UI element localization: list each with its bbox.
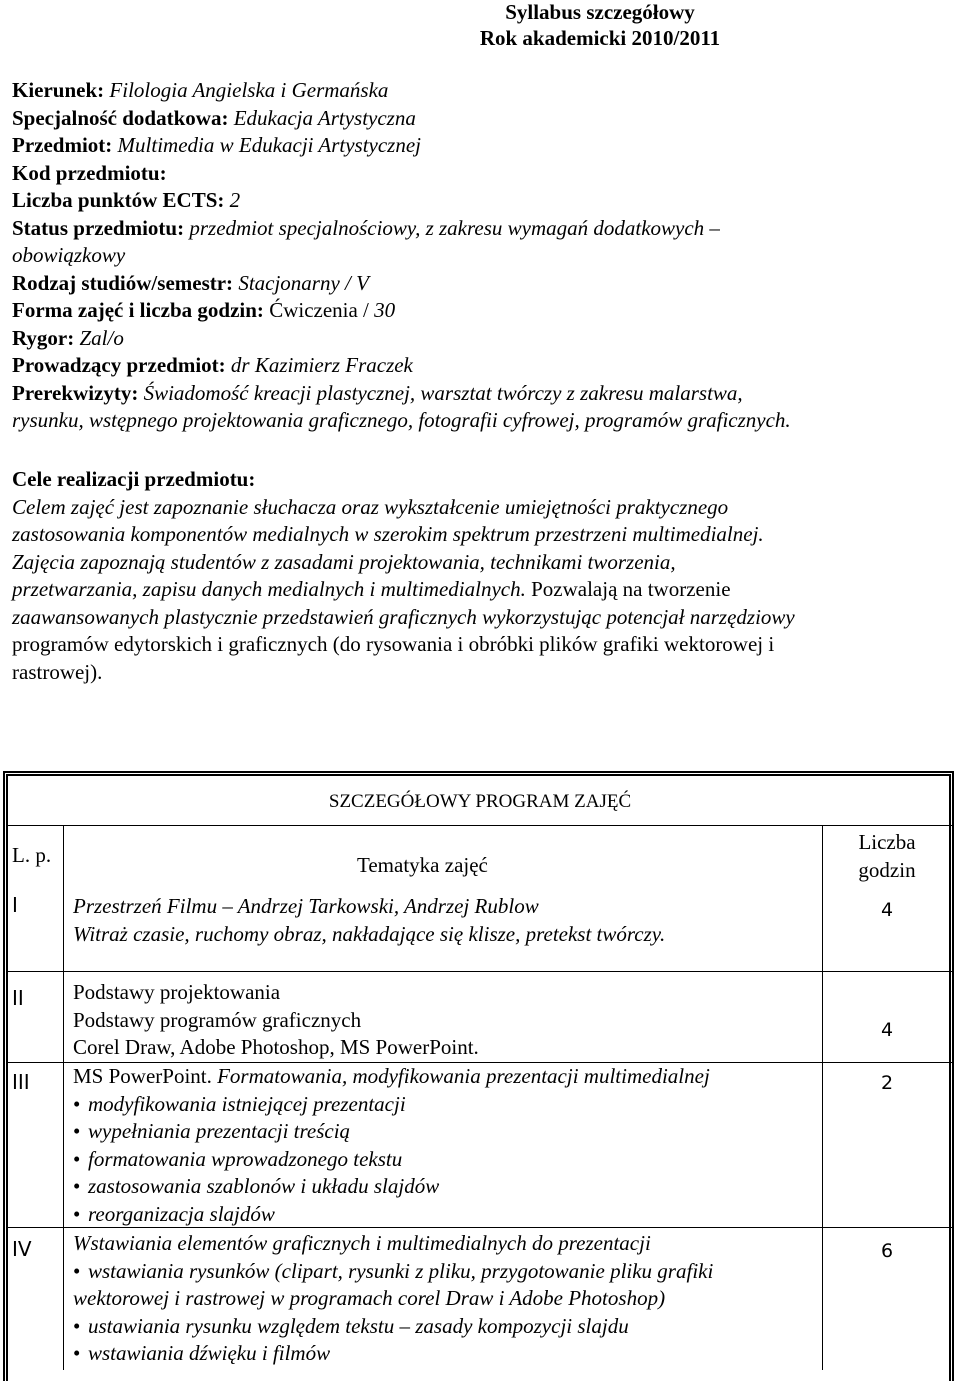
goals-line: Celem zajęć jest zapoznanie słuchacza oraz wykształcenie umiejętności praktycznego bbox=[12, 494, 729, 519]
topic-line bbox=[73, 1063, 710, 1091]
row-number: III bbox=[12, 1070, 30, 1094]
row-hours: 4 bbox=[880, 1019, 894, 1041]
row-hours: 6 bbox=[880, 1240, 894, 1262]
meta-prerek bbox=[12, 380, 942, 408]
rygor-value: Zal/o bbox=[79, 325, 124, 350]
row-topic bbox=[73, 1063, 710, 1228]
topic-line: Corel Draw, Adobe Photoshop, MS PowerPoint. bbox=[73, 1035, 479, 1059]
course-meta bbox=[12, 77, 942, 435]
goals-text: Pozwalają na tworzenie bbox=[531, 577, 731, 601]
table-row-divider bbox=[8, 971, 952, 972]
prowadzacy-label: Prowadzący przedmiot: bbox=[12, 353, 226, 377]
meta-rodzaj bbox=[12, 270, 942, 298]
goals-text: przetwarzania, zapisu danych medialnych i multimedialnych. bbox=[12, 577, 526, 601]
status-label: Status przedmiotu: bbox=[12, 215, 185, 240]
forma-label: Forma zajęć i liczba godzin: bbox=[12, 298, 264, 322]
document-title: Syllabus szczegółowy bbox=[505, 0, 695, 24]
forma-value: Ćwiczenia / bbox=[269, 298, 369, 322]
przedmiot-value: Multimedia w Edukacji Artystycznej bbox=[117, 133, 422, 157]
specjalnosc-label: Specjalność dodatkowa: bbox=[12, 105, 229, 130]
course-goals bbox=[12, 466, 952, 686]
meta-ects bbox=[12, 187, 942, 215]
prerek-value: Świadomość kreacji plastycznej, warsztat twórczy z zakresu malarstwa, bbox=[143, 380, 743, 405]
topic-line: Witraż czasie, ruchomy obraz, nakładające się klisze, pretekst twórczy. bbox=[73, 921, 666, 946]
col-header-lp: L. p. bbox=[12, 843, 52, 867]
col-header-hours bbox=[822, 828, 952, 884]
row-topic bbox=[73, 1230, 713, 1368]
topic-bullet-list bbox=[73, 1091, 710, 1229]
rodzaj-value: Stacjonarny / V bbox=[238, 270, 369, 295]
przedmiot-label: Przedmiot: bbox=[12, 133, 113, 157]
row-number: II bbox=[12, 986, 24, 1010]
bullet-item: • ustawiania rysunku względem tekstu – zasady kompozycji slajdu bbox=[73, 1313, 713, 1341]
row-topic bbox=[73, 979, 479, 1062]
col-header-topic: Tematyka zajęć bbox=[357, 853, 488, 877]
status-value: przedmiot specjalnościowy, z zakresu wymagań dodatkowych – bbox=[189, 215, 720, 240]
topic-text: Formatowania, modyfikowania prezentacji multimedialnej bbox=[217, 1064, 710, 1088]
topic-line: wektorowej i rastrowej w programach corel Draw i Adobe Photoshop) bbox=[73, 1286, 666, 1310]
forma-hours: 30 bbox=[374, 298, 396, 322]
goals-line: rastrowej). bbox=[12, 659, 103, 684]
topic-line: Podstawy programów graficznych bbox=[73, 1007, 362, 1032]
row-hours: 2 bbox=[880, 1072, 894, 1094]
topic-bullet-list bbox=[73, 1258, 713, 1286]
topic-bullet-list bbox=[73, 1313, 713, 1368]
status-value-cont: obowiązkowy bbox=[12, 243, 126, 267]
bullet-item: • formatowania wprowadzonego tekstu bbox=[73, 1146, 710, 1174]
row-topic bbox=[73, 893, 665, 948]
col-header-hours-2: godzin bbox=[858, 858, 916, 882]
program-title: SZCZEGÓŁOWY PROGRAM ZAJĘĆ bbox=[328, 791, 632, 812]
meta-przedmiot bbox=[12, 132, 942, 160]
meta-forma bbox=[12, 297, 942, 325]
topic-line: Podstawy projektowania bbox=[73, 980, 281, 1004]
rodzaj-label: Rodzaj studiów/semestr: bbox=[12, 270, 234, 295]
topic-line: Wstawiania elementów graficznych i multimedialnych do prezentacji bbox=[73, 1231, 651, 1255]
ects-value: 2 bbox=[229, 188, 241, 212]
meta-kod bbox=[12, 160, 942, 188]
specjalnosc-value: Edukacja Artystyczna bbox=[233, 105, 416, 130]
academic-year: Rok akademicki 2010/2011 bbox=[479, 26, 721, 50]
goals-line: programów edytorskich i graficznych (do rysowania i obróbki plików grafiki wektorowej i bbox=[12, 632, 775, 656]
meta-status bbox=[12, 215, 942, 243]
meta-prowadzacy bbox=[12, 352, 942, 380]
meta-kierunek bbox=[12, 77, 942, 105]
goals-line bbox=[12, 576, 952, 604]
kierunek-value: Filologia Angielska i Germańska bbox=[109, 78, 389, 102]
table-column-divider bbox=[63, 825, 64, 1370]
ects-label: Liczba punktów ECTS: bbox=[12, 188, 225, 212]
goals-line: zaawansowanych plastycznie przedstawień graficznych wykorzystując potencjał narzędziowy bbox=[12, 604, 795, 629]
topic-text: MS PowerPoint. bbox=[73, 1064, 212, 1088]
row-number: I bbox=[12, 893, 18, 917]
goals-line: zastosowania komponentów medialnych w szerokim spektrum przestrzeni multimedialnej. bbox=[12, 522, 764, 546]
table-header-divider bbox=[8, 825, 952, 826]
bullet-item: • wstawiania rysunków (clipart, rysunki z pliku, przygotowanie pliku grafiki bbox=[73, 1258, 713, 1286]
topic-line: Przestrzeń Filmu – Andrzej Tarkowski, Andrzej Rublow bbox=[73, 894, 539, 918]
bullet-item: • reorganizacja slajdów bbox=[73, 1201, 710, 1229]
prerek-label: Prerekwizyty: bbox=[12, 380, 139, 405]
rygor-label: Rygor: bbox=[12, 325, 75, 350]
bullet-item: • zastosowania szablonów i układu slajdów bbox=[73, 1173, 710, 1201]
row-number: IV bbox=[12, 1237, 32, 1261]
kierunek-label: Kierunek: bbox=[12, 78, 105, 102]
kod-label: Kod przedmiotu: bbox=[12, 160, 167, 185]
meta-rygor bbox=[12, 325, 942, 353]
meta-specjalnosc bbox=[12, 105, 942, 133]
goals-heading: Cele realizacji przedmiotu: bbox=[12, 467, 256, 491]
goals-line: Zajęcia zapoznają studentów z zasadami projektowania, technikami tworzenia, bbox=[12, 549, 676, 574]
bullet-item: • wypełniania prezentacji treścią bbox=[73, 1118, 710, 1146]
col-header-hours-1: Liczba bbox=[858, 830, 916, 854]
bullet-item: • modyfikowania istniejącej prezentacji bbox=[73, 1091, 710, 1119]
bullet-item: • wstawiania dźwięku i filmów bbox=[73, 1340, 713, 1368]
prowadzacy-value: dr Kazimierz Fraczek bbox=[230, 353, 413, 377]
row-hours: 4 bbox=[880, 899, 894, 921]
prerek-value-cont: rysunku, wstępnego projektowania graficznego, fotografii cyfrowej, programów graficznych. bbox=[12, 408, 791, 432]
